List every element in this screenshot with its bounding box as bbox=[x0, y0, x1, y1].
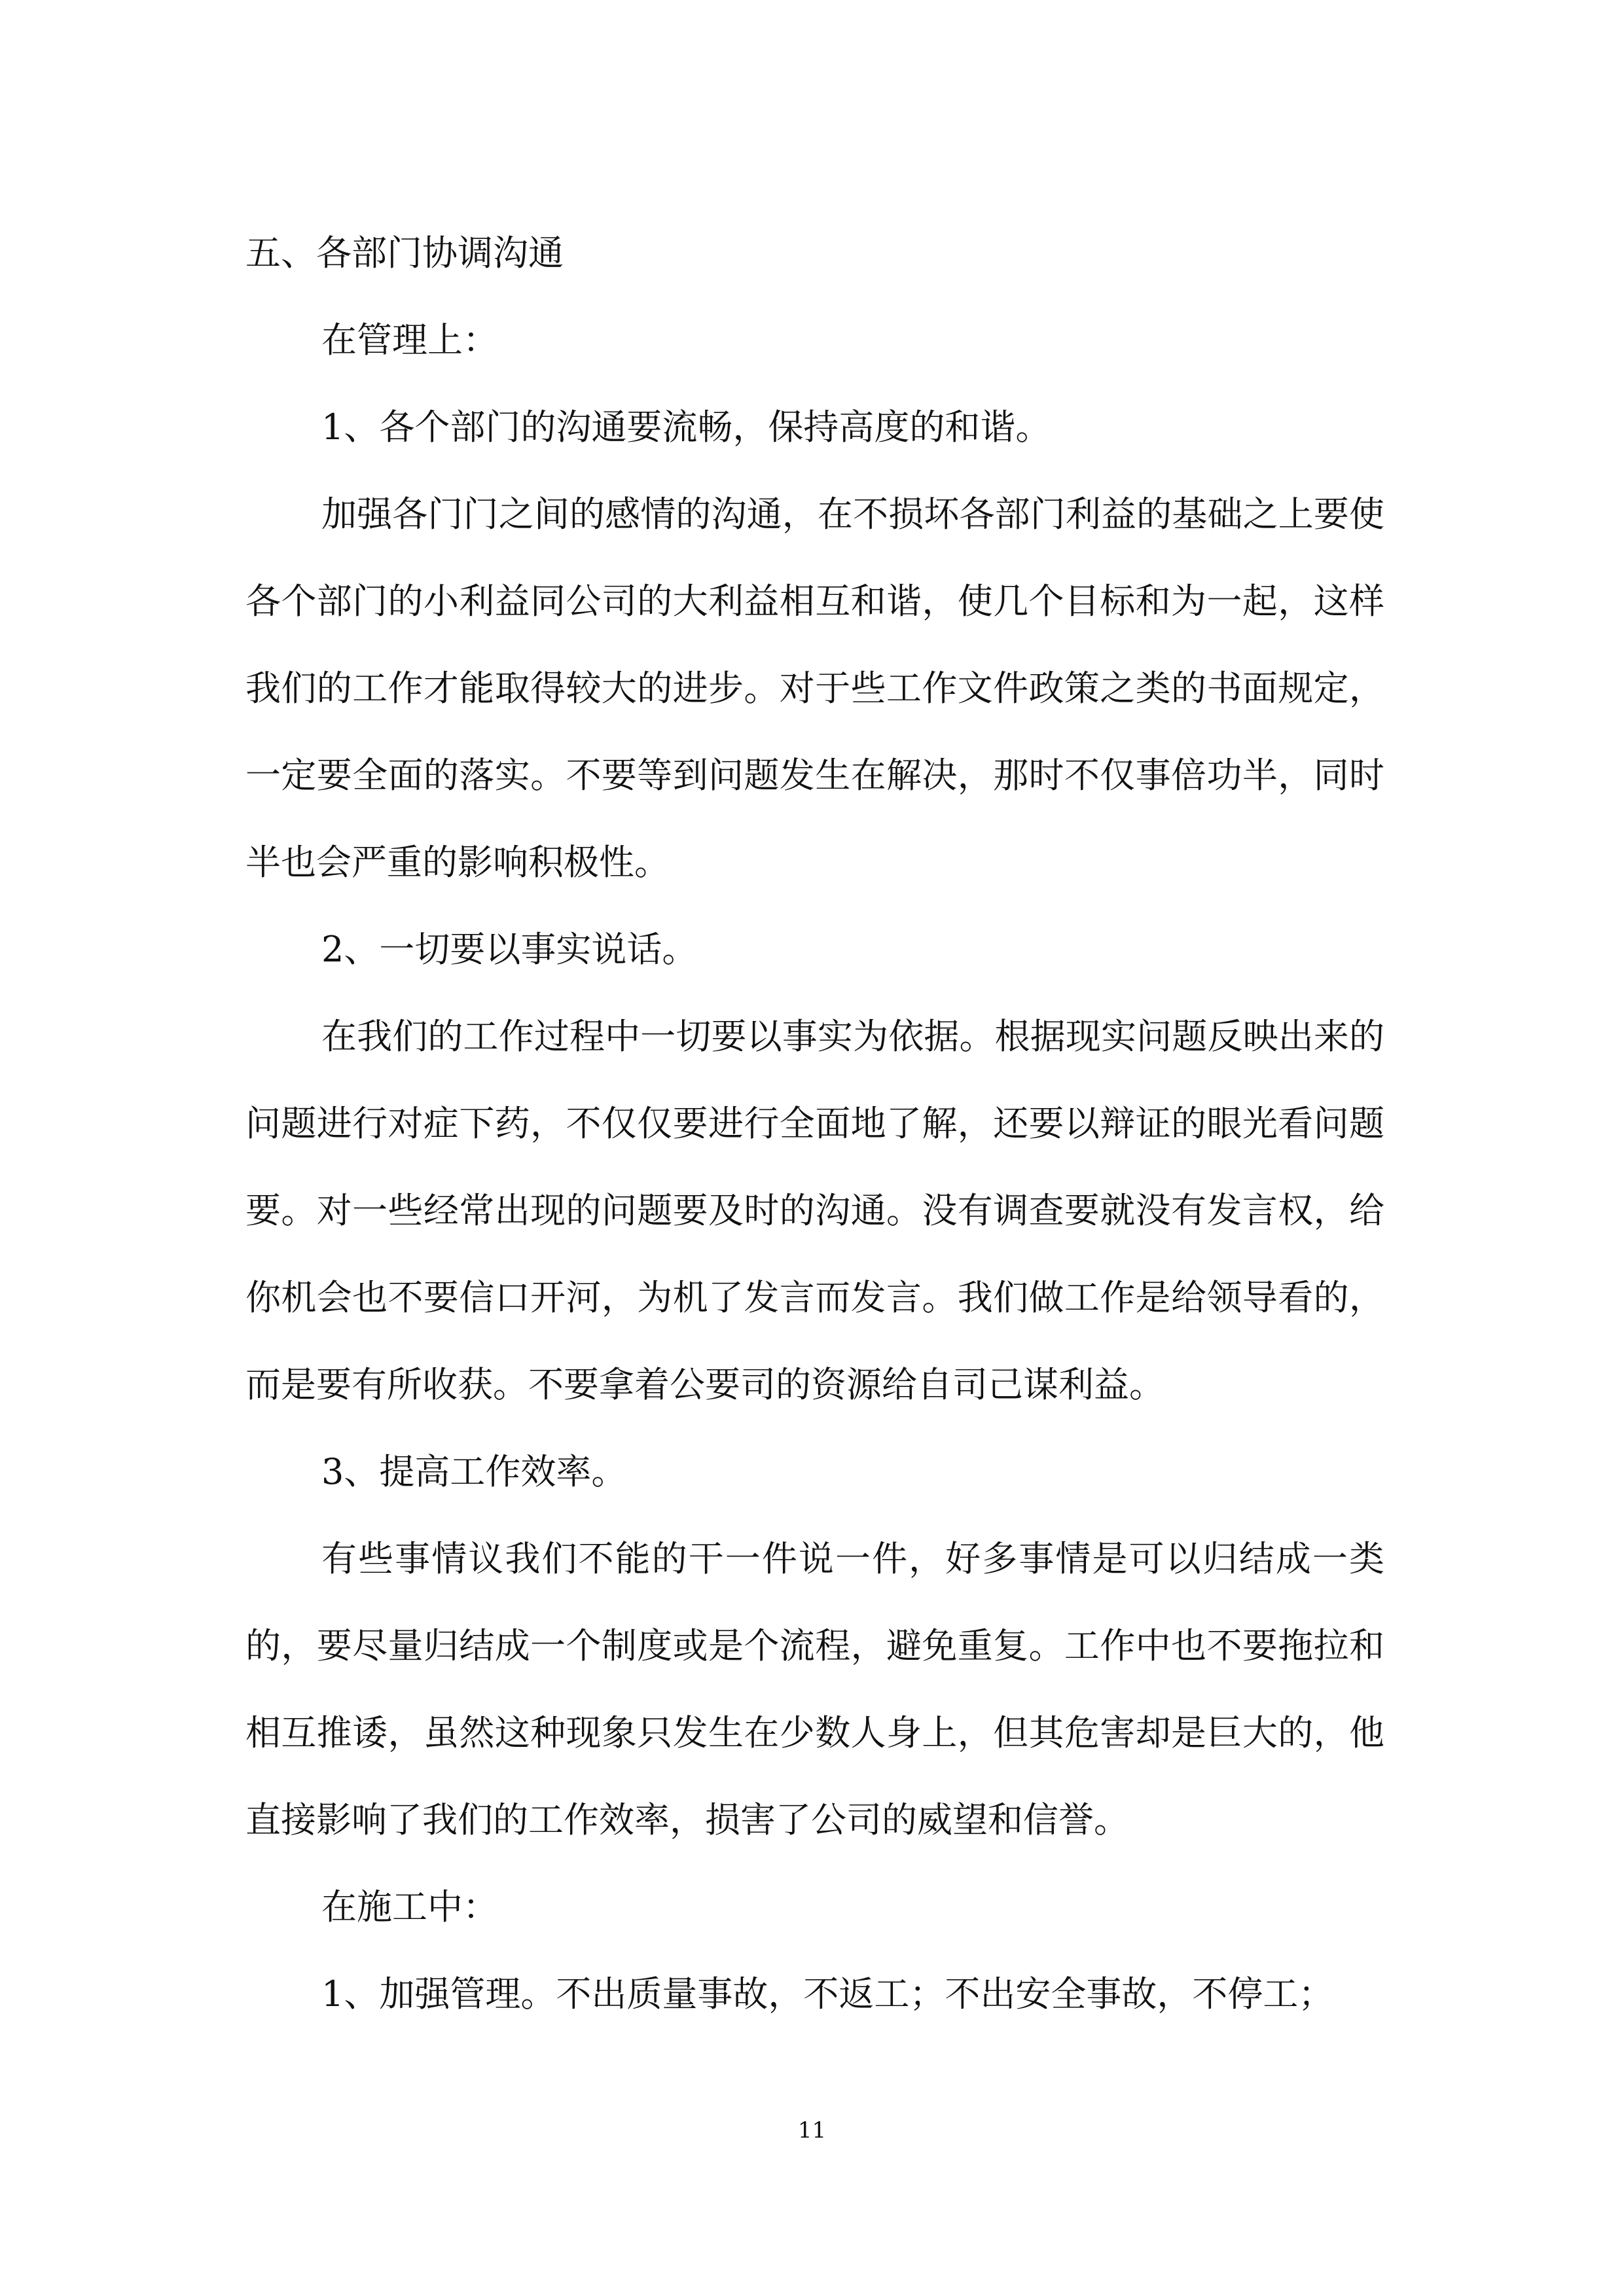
page-number: 11 bbox=[797, 2117, 827, 2144]
paragraph-point-2-body: 在我们的工作过程中一切要以事实为依据。根据现实问题反映出来的问题进行对症下药，不仅仅要进行全面地了解，还要以辩证的眼光看问题要。对一些经常出现的问题要及时的沟通。没有调查要就没有发言权，给你机会也不要信口开河，为机了发言而发言。我们做工作是给领导看的，而是要有所收获。不要拿着公要司的资源给自司己谋利益。 bbox=[245, 1016, 1384, 1405]
section-heading: 五、各部门协调沟通 bbox=[245, 232, 564, 274]
document-body bbox=[245, 209, 1384, 2037]
paragraph-management-intro: 在管理上： bbox=[321, 319, 498, 361]
paragraph-point-3-body: 有些事情议我们不能的干一件说一件，好多事情是可以归结成一类的，要尽量归结成一个制度或是个流程，避免重复。工作中也不要拖拉和相互推诿，虽然这种现象只发生在少数人身上，但其危害却是巨大的，他直接影响了我们的工作效率，损害了公司的威望和信誉。 bbox=[245, 1538, 1384, 1840]
paragraph-point-2-title: 2、一切要以事实说话。 bbox=[321, 929, 698, 970]
paragraph-point-1-title: 1、各个部门的沟通要流畅，保持高度的和谐。 bbox=[321, 406, 1051, 448]
paragraph-point-1-body: 加强各门门之间的感情的沟通，在不损坏各部门利益的基础之上要使各个部门的小利益同公司的大利益相互和谐，使几个目标和为一起，这样我们的工作才能取得较大的进步。对于些工作文件政策之类的书面规定，一定要全面的落实。不要等到问题发生在解决，那时不仅事倍功半，同时半也会严重的影响积极性。 bbox=[245, 493, 1384, 883]
paragraph-construction-intro: 在施工中： bbox=[321, 1886, 498, 1928]
paragraph-construction-point-1: 1、加强管理。不出质量事故，不返工；不出安全事故，不停工； bbox=[321, 1973, 1334, 2015]
paragraph-point-3-title: 3、提高工作效率。 bbox=[321, 1451, 627, 1492]
